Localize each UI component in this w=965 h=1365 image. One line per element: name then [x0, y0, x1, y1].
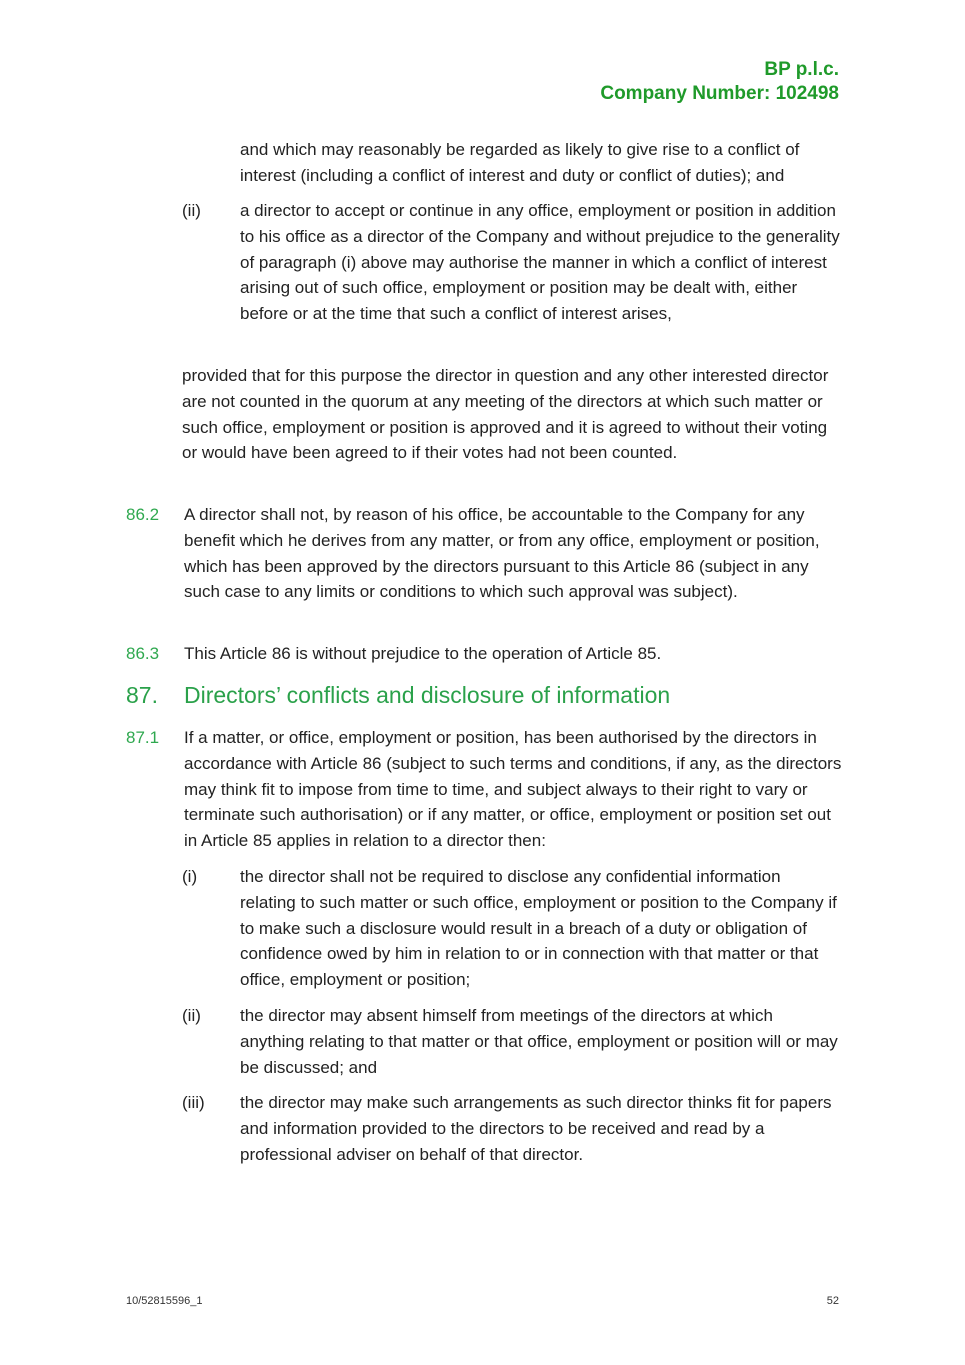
continuation-paragraph: and which may reasonably be regarded as likely to give rise to a conflict of interest (including a conflict of interest and duty or conflict of duties); and [240, 140, 800, 185]
clause-number: 87.1 [126, 728, 160, 747]
article-number: 87. [126, 682, 158, 708]
item-label: (ii) [182, 201, 201, 220]
clause-number: 86.3 [126, 644, 160, 663]
item-text: the director shall not be required to disclose any confidential information relating to such matter or such office, employment or position to the Company if to make such a disclosure would result in a breach of a duty or obligation of confidence owed by him in relation to or in connection with that matter or that office, employment or position; [240, 867, 837, 990]
item-text: the director may make such arrangements as such director thinks fit for papers and information provided to the directors to be received and read by a professional adviser on behalf of that director. [240, 1093, 832, 1164]
page-number: 52 [826, 1295, 839, 1307]
item-label: (ii) [182, 1006, 201, 1025]
item-label: (iii) [182, 1093, 205, 1112]
item-label: (i) [182, 867, 198, 886]
page-header [600, 58, 839, 106]
company-number: Company Number: 102498 [600, 83, 839, 104]
item-text: a director to accept or continue in any office, employment or position in addition to his office as a director of the Company and without prejudice to the generality of paragraph (i) above may authorise the manner in which a conflict of interest arising out of such office, employment or position may be dealt with, either before or at the time that such a conflict of interest arises, [240, 201, 840, 324]
proviso-paragraph: provided that for this purpose the director in question and any other interested director are not counted in the quorum at any meeting of the directors at which such matter or such office, employment or position is approved and it is agreed to without their voting or would have been agreed to if their votes had not been counted. [182, 366, 829, 463]
clause-text: A director shall not, by reason of his office, be accountable to the Company for any benefit which he derives from any matter, or from any office, employment or position, which has been approved by the directors pursuant to this Article 86 (subject in any such case to any limits or conditions to which such approval was subject). [184, 505, 820, 602]
clause-number: 86.2 [126, 505, 160, 524]
item-text: the director may absent himself from meetings of the directors at which anything relating to that matter or that office, employment or position will or may be discussed; and [240, 1006, 838, 1077]
clause-text: If a matter, or office, employment or position, has been authorised by the directors in accordance with Article 86 (subject to such terms and conditions, if any, as the directors may think fit to impose from time to time, and subject always to their right to vary or terminate such authorisation) or if any matter, or office, employment or position set out in Article 85 applies in relation to a director then: [184, 728, 842, 851]
article-title: Directors’ conflicts and disclosure of information [184, 682, 671, 708]
company-name: BP p.l.c. [764, 59, 839, 80]
document-reference: 10/52815596_1 [126, 1295, 203, 1307]
clause-text: This Article 86 is without prejudice to the operation of Article 85. [184, 644, 662, 663]
